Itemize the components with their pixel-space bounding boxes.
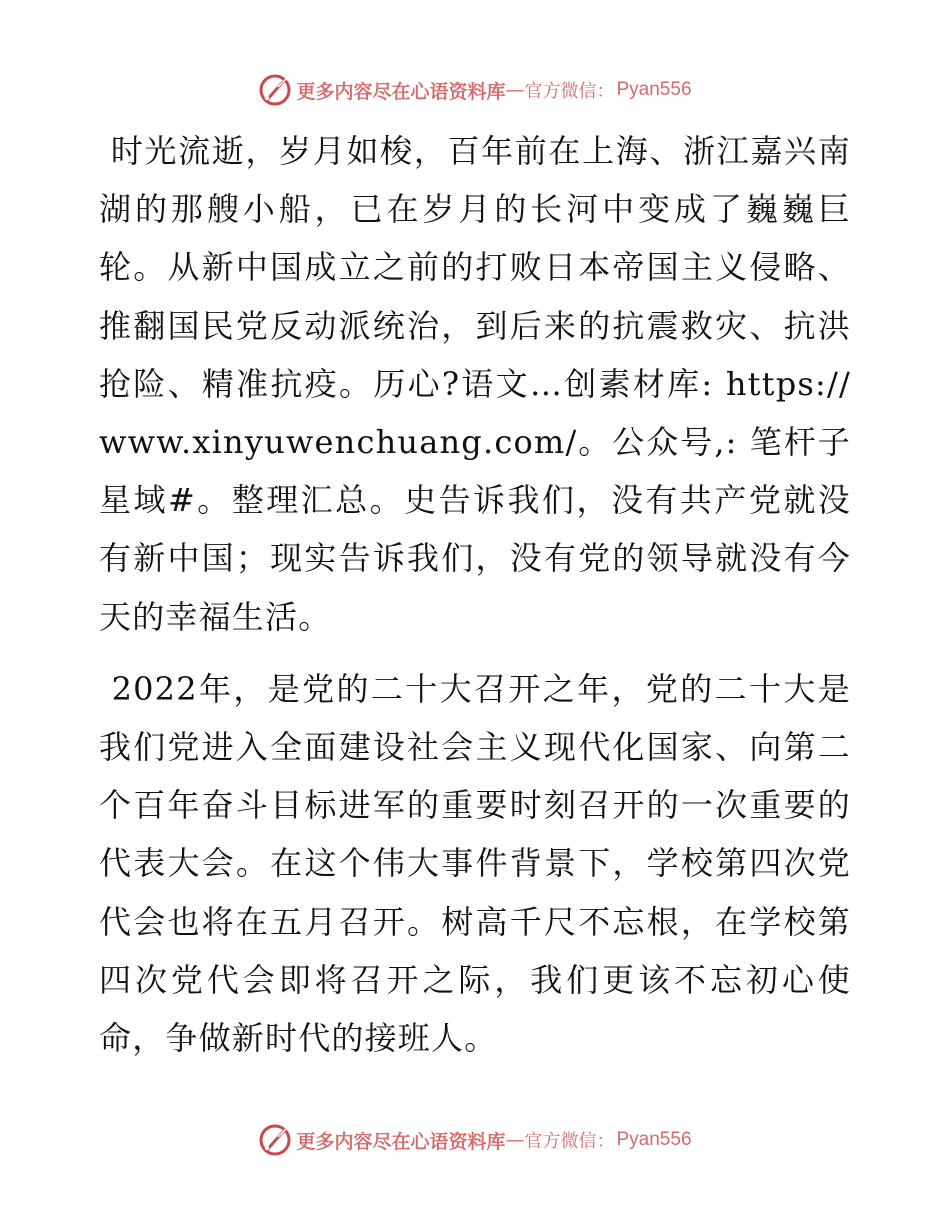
quill-pen-logo-icon	[258, 73, 292, 107]
footer-wechat-id: Pyan556	[616, 1129, 692, 1150]
footer-brand-text: 更多内容尽在心语资料库	[296, 1130, 506, 1153]
footer-wechat-label: 官方微信：	[524, 1131, 615, 1152]
footer-separator: —	[505, 1129, 525, 1151]
header-banner	[0, 68, 950, 112]
document-body	[99, 122, 851, 1067]
header-wechat-id: Pyan556	[616, 79, 692, 100]
footer-banner	[0, 1118, 950, 1162]
quill-pen-logo-icon	[258, 1123, 292, 1157]
paragraph-1: 时光流逝，岁月如梭，百年前在上海、浙江嘉兴南湖的那艘小船，已在岁月的长河中变成了巍巍巨轮。从新中国成立之前的打败日本帝国主义侵略、推翻国民党反动派统治，到后来的抗震救灾、抗洪抢险、精准抗疫。历心?语文…创素材库: https://www.xinyuwenchuang.com/。公众号,: 笔杆子星域#。整理汇总。史告诉我们，没有共产党就没有新中国；现实告诉我们，没有党的领导就没有今天的幸福生活。	[99, 132, 851, 636]
header-wechat-label: 官方微信：	[524, 81, 615, 102]
header-brand-text: 更多内容尽在心语资料库	[296, 80, 506, 103]
paragraph-2: 2022年，是党的二十大召开之年，党的二十大是我们党进入全面建设社会主义现代化国家、向第二个百年奋斗目标进军的重要时刻召开的一次重要的代表大会。在这个伟大事件背景下，学校第四次党代会也将在五月召开。树高千尺不忘根，在学校第四次党代会即将召开之际，我们更该不忘初心使命，争做新时代的接班人。	[99, 669, 852, 1058]
header-separator: —	[505, 79, 525, 101]
